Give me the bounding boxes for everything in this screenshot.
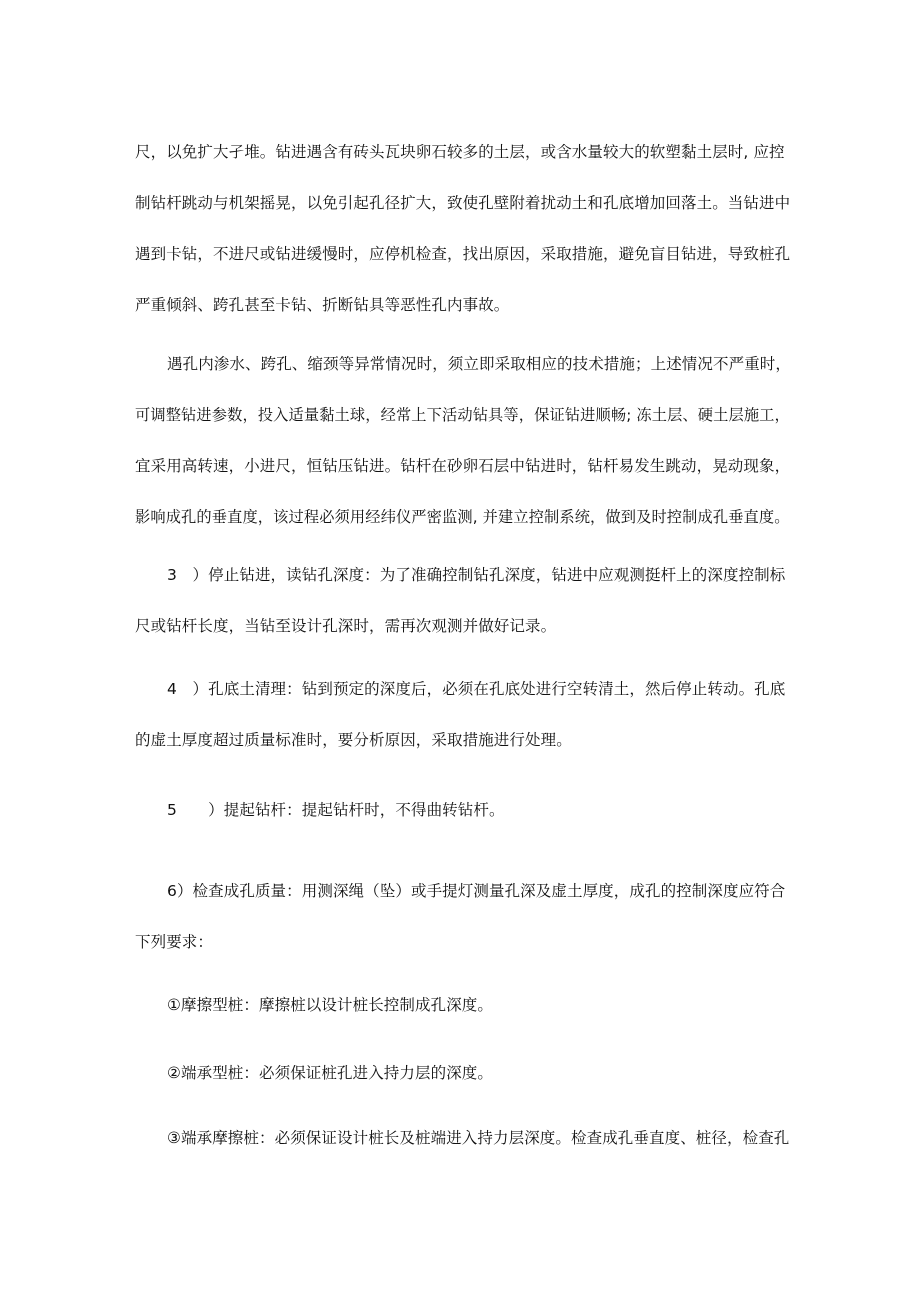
text-line: 3 ）停止钻进，读钻孔深度：为了准确控制钻孔深度，钻进中应观测挺杆上的深度控制标: [167, 566, 786, 584]
text-line: ③端承摩擦桩：必须保证设计桩长及桩端进入持力层深度。检查成孔垂直度、桩径，检查孔: [167, 1129, 790, 1147]
text-line: 尺或钻杆长度，当钻至设计孔深时，需再次观测并做好记录。: [135, 617, 557, 635]
text-line: 5 ）提起钻杆：提起钻杆时，不得曲转钻杆。: [167, 801, 505, 819]
list-item-friction-pile: [135, 980, 795, 1031]
text-line: ②端承型桩：必须保证桩孔进入持力层的深度。: [167, 1064, 493, 1082]
paragraph-step-5: [135, 785, 795, 836]
text-line: 下列要求：: [135, 933, 214, 951]
text-line: 可调整钻进参数，投入适量黏土球，经常上下活动钻具等，保证钻进顺畅; 冻土层、硬土层施工，: [135, 406, 790, 424]
text-line: ①摩擦型桩：摩擦桩以设计桩长控制成孔深度。: [167, 996, 493, 1014]
text-line: 4 ）孔底土清理：钻到预定的深度后，必须在孔底处进行空转清土，然后停止转动。孔底: [167, 680, 786, 698]
text-line: 遇到卡钻，不进尺或钻进缓慢时，应停机检查，找出原因，采取措施，避免盲目钻进，导致桩孔: [135, 245, 791, 263]
list-item-end-bearing-friction-pile: [135, 1113, 795, 1164]
text-line: 宜采用高转速，小进尺，恒钻压钻进。钻杆在砂卵石层中钻进时，钻杆易发生跳动，晃动现象，: [135, 457, 791, 475]
text-line: 遇孔内渗水、跨孔、缩颈等异常情况时，须立即采取相应的技术措施；上述情况不严重时，: [167, 355, 792, 373]
text-line: 影响成孔的垂直度，该过程必须用经纬仪严密监测, 并建立控制系统，做到及时控制成孔垂直度。: [135, 508, 790, 526]
text-line: 严重倾斜、跨孔甚至卡钻、折断钻具等恶性孔内事故。: [135, 296, 510, 314]
paragraph-step-3: [135, 550, 795, 652]
list-item-end-bearing-pile: [135, 1048, 795, 1099]
paragraph-step-6: [135, 866, 795, 968]
text-line: 尺，以免扩大孑堆。钻进遇含有砖头瓦块卵石较多的土层，或含水量较大的软塑黏土层时, 应控: [135, 143, 785, 161]
text-line: 6）检查成孔质量：用测深绳（坠）或手提灯测量孔深及虚土厚度，成孔的控制深度应符合: [167, 882, 786, 900]
paragraph-abnormal-conditions: [135, 339, 795, 543]
paragraph-drilling-continuation: [135, 127, 795, 331]
text-line: 的虚土厚度超过质量标准时，要分析原因，采取措施进行处理。: [135, 731, 572, 749]
text-line: 制钻杆跳动与机架摇晃，以免引起孔径扩大，致使孔壁附着扰动土和孔底增加回落土。当钻进中: [135, 194, 791, 212]
paragraph-step-4: [135, 664, 795, 766]
